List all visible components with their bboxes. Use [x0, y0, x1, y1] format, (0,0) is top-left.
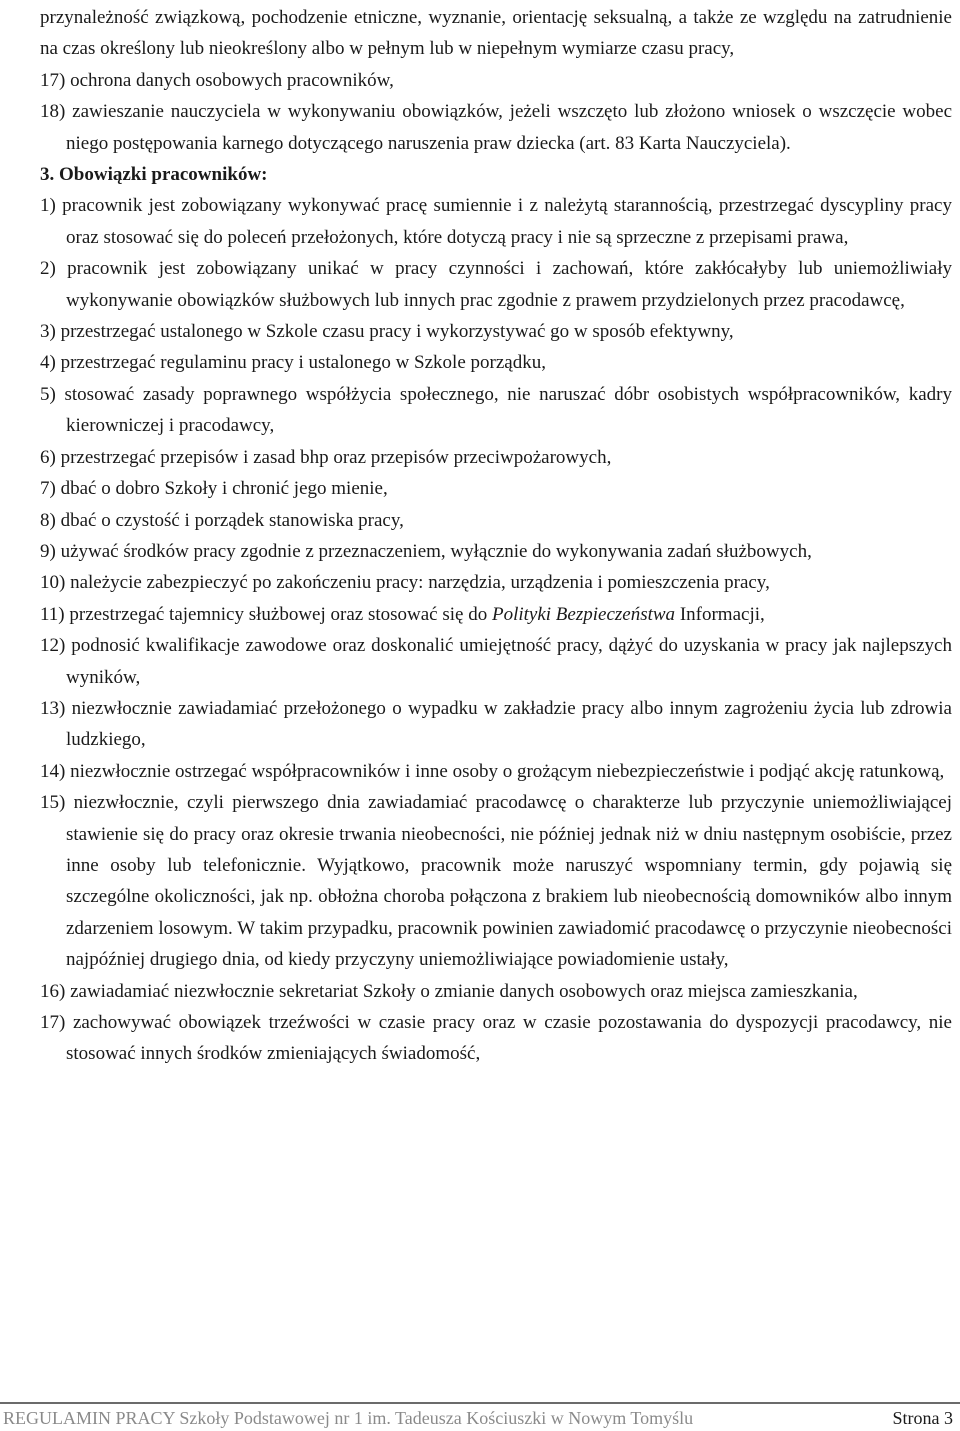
section-number: 3. — [40, 164, 55, 186]
list-item: 15) niezwłocznie, czyli pierwszego dnia zawiadamiać pracodawcę o charakterze lub przyczynie uniemożliwiającej stawienie się do pracy oraz okresie trwania nieobecności, nie później jednak niż w dniu następnym osobiście, przez inne osoby lub telefonicznie. Wyjątkowo, pracownik może naruszyć wspomniany termin, gdy pojawią się szczególne okoliczności, jak np. obłożna choroba połączona z brakiem lub nieobecnością domowników albo innym zdarzeniem losowym. W takim przypadku, pracownik powinien zawiadomić pracodawcę o przyczynie nieobecności najpóźniej drugiego dnia, od kiedy przyczyny uniemożliwiające powiadomienie ustały, — [40, 792, 952, 971]
list-item: 14) niezwłocznie ostrzegać współpracowników i inne osoby o grożącym niebezpieczeństwie i podjąć akcję ratunkową, — [40, 760, 945, 782]
list-item: 10) należycie zabezpieczyć po zakończeniu pracy: narzędzia, urządzenia i pomieszczenia pracy, — [40, 572, 770, 594]
continued-paragraph: przynależność związkową, pochodzenie etniczne, wyznanie, orientację seksualną, a także ze względu na zatrudnienie na czas określony lub nieokreślony albo w pełnym lub w niepełnym wymiarze czasu pracy, — [40, 7, 952, 60]
section-title: Obowiązki pracowników: — [59, 164, 268, 186]
section-heading — [40, 159, 952, 190]
list-item: 9) używać środków pracy zgodnie z przeznaczeniem, wyłącznie do wykonywania zadań służbowych, — [40, 540, 812, 562]
list-item: 3) przestrzegać ustalonego w Szkole czasu pracy i wykorzystywać go w sposób efektywny, — [40, 321, 734, 343]
list-item: 17) ochrona danych osobowych pracowników, — [40, 69, 394, 91]
policy-title: Polityki Bezpieczeństwa — [491, 603, 676, 625]
list-item: 4) przestrzegać regulaminu pracy i ustalonego w Szkole porządku, — [40, 352, 546, 374]
list-item: 2) pracownik jest zobowiązany unikać w pracy czynności i zachowań, które zakłócałyby lub uniemożliwiały wykonywanie obowiązków służbowych lub innych prac zgodnie z prawem przydzielonych przez pracodawcę, — [40, 258, 952, 311]
list-item: 1) pracownik jest zobowiązany wykonywać pracę sumiennie i z należytą starannością, przestrzegać dyscypliny pracy oraz stosować się do poleceń przełożonych, które dotyczą pracy i nie są sprzeczne z przepisami prawa, — [40, 195, 952, 248]
list-item: 12) podnosić kwalifikacje zawodowe oraz doskonalić umiejętność pracy, dążyć do uzyskania w pracy jak najlepszych wyników, — [40, 635, 952, 688]
footer-document-title: REGULAMIN PRACY Szkoły Podstawowej nr 1 im. Tadeusza Kościuszki w Nowym Tomyślu — [3, 1408, 694, 1428]
list-item — [40, 599, 952, 630]
list-item: 16) zawiadamiać niezwłocznie sekretariat Szkoły o zmianie danych osobowych oraz miejsca zamieszkania, — [40, 980, 858, 1002]
list-item: 6) przestrzegać przepisów i zasad bhp oraz przepisów przeciwpożarowych, — [40, 446, 612, 468]
list-item: 8) dbać o czystość i porządek stanowiska pracy, — [40, 509, 404, 531]
duties-list — [40, 190, 952, 1069]
footer-divider — [0, 1402, 960, 1404]
page-number: Strona 3 — [892, 1408, 953, 1428]
list-item: 5) stosować zasady poprawnego współżycia społecznego, nie naruszać dóbr osobistych współpracowników, kadry kierowniczej i pracodawcy, — [40, 383, 952, 437]
list-item: 18) zawieszanie nauczyciela w wykonywaniu obowiązków, jeżeli wszczęto lub złożono wniosek o wszczęcie wobec niego postępowania karnego dotyczącego naruszenia praw dziecka (art. 83 Karta Nauczyciela). — [40, 101, 952, 154]
list-item: 7) dbać o dobro Szkoły i chronić jego mienie, — [40, 478, 388, 500]
list-item: 17) zachowywać obowiązek trzeźwości w czasie pracy oraz w czasie pozostawania do dyspozycji pracodawcy, nie stosować innych środków zmieniających świadomość, — [40, 1012, 952, 1065]
list-item-text: 11) przestrzegać tajemnicy służbowej oraz stosować się do — [40, 603, 492, 625]
list-item: 13) niezwłocznie zawiadamiać przełożonego o wypadku w zakładzie pracy albo innym zagrożeniu życia lub zdrowia ludzkiego, — [40, 697, 952, 751]
page-content — [40, 2, 952, 1070]
list-item-text: Informacji, — [675, 603, 765, 625]
page-footer — [3, 1407, 953, 1429]
